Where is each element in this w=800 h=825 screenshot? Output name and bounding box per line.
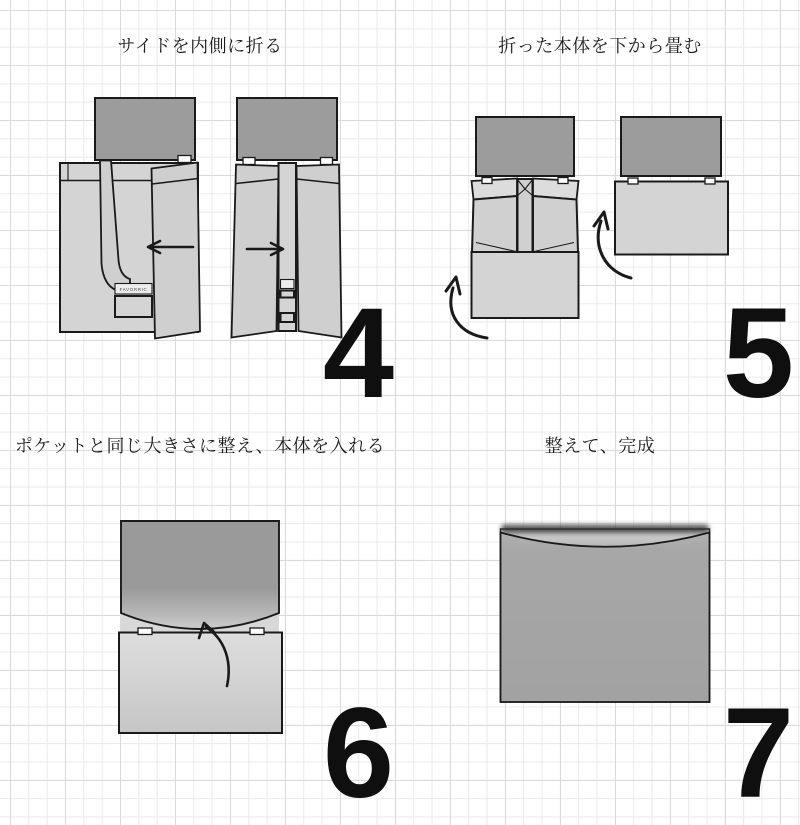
step-7-number: 7: [722, 682, 794, 825]
pocket: [237, 98, 337, 160]
snap-tab: [321, 158, 333, 165]
step-4-number: 4: [322, 282, 394, 425]
step-7-finished-pouch: [501, 525, 710, 703]
pouch-top-shadow: [501, 525, 709, 534]
step-6-title: ポケットと同じ大きさに整え、本体を入れる: [14, 436, 386, 456]
pouch-front: [501, 533, 710, 703]
pocket: [476, 117, 574, 176]
snap-tab: [482, 178, 492, 184]
folded-body: [615, 182, 728, 255]
snap-tab: [250, 628, 264, 635]
step-5-number: 5: [722, 282, 794, 425]
bottom-fold: [472, 252, 579, 318]
snap-tab: [705, 178, 715, 184]
folded-side-flap-left: [232, 165, 279, 338]
folded-side-flap: [152, 163, 201, 339]
snap-tab: [178, 156, 191, 163]
step-6-figure: [119, 521, 282, 733]
panel-step-5: [400, 0, 800, 425]
brand-label: [115, 284, 152, 295]
snap-tab: [138, 628, 152, 635]
svg-text:FAVORRIC: FAVORRIC: [119, 287, 148, 292]
pocket: [95, 98, 195, 160]
step-7-title: 整えて、完成: [544, 436, 656, 456]
panel-step-4: [0, 0, 400, 425]
snap-tab: [628, 178, 638, 184]
panel-step-6: [0, 400, 400, 825]
center-sliver: [518, 179, 533, 252]
pocket-front-fold: [115, 296, 152, 317]
pocket-back: [121, 521, 279, 629]
step-5-title: 折った本体を下から畳む: [498, 36, 702, 56]
folded-body: [119, 633, 282, 734]
step-4-title: サイドを内側に折る: [117, 36, 283, 56]
snap-tab: [243, 158, 255, 165]
step-6-number: 6: [322, 682, 394, 825]
step-5-right-figure: [594, 117, 728, 278]
pocket: [621, 117, 721, 176]
step-4-left-figure: [60, 98, 200, 339]
step-5-left-figure: [446, 117, 579, 338]
snap-tab: [558, 178, 568, 184]
brand-label-edge: [281, 280, 295, 289]
panel-step-7: [400, 400, 800, 825]
